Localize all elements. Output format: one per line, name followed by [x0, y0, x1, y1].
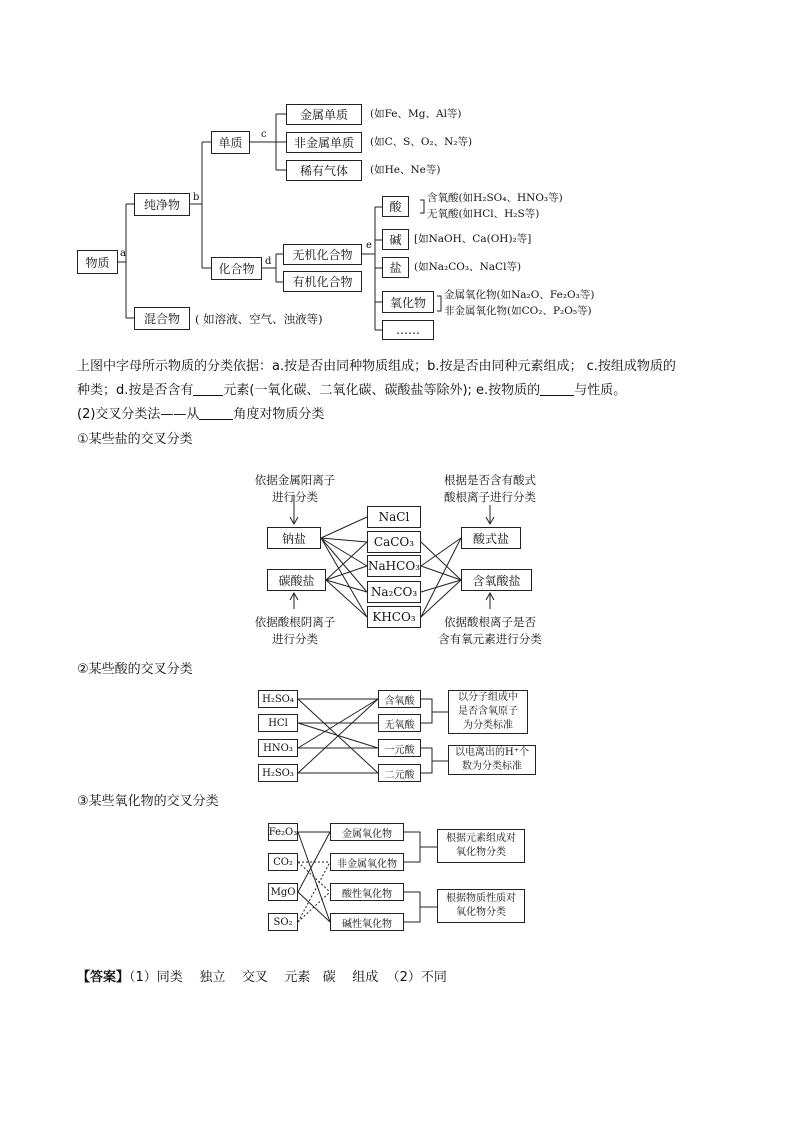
element-box: 单质	[211, 131, 250, 154]
caption-line: 依据酸根阴离子	[254, 615, 336, 629]
note-line: 以分子组成中	[458, 692, 518, 703]
nacl-box: NaCl	[367, 506, 421, 528]
subheading-acid: ②某些酸的交叉分类	[77, 662, 193, 677]
fe2o3-box: Fe₂O₃	[268, 823, 298, 841]
metal-element-box: 金属单质	[286, 104, 362, 125]
ellipsis-box: ……	[382, 320, 434, 340]
root-box: 物质	[77, 250, 118, 274]
acid-box: 酸	[382, 196, 409, 217]
text-line-2-part-b: 元素(一氧化碳、二氧化碳、碳酸盐等除外); e.按物质的	[223, 383, 541, 398]
label-b: b	[193, 192, 200, 203]
caption-line: 根据是否含有酸式	[444, 473, 536, 487]
caption-line: 进行分类	[272, 632, 318, 646]
inorganic-compound-box: 无机化合物	[283, 244, 362, 265]
so2-box: SO₂	[268, 913, 298, 931]
acid-note-1: 含氧酸(如H₂SO₄、HNO₃等)	[427, 192, 563, 204]
caption-line: 进行分类	[272, 490, 318, 504]
noble-gas-box: 稀有气体	[286, 160, 362, 181]
oxide-note-2: 非金属氧化物(如CO₂、P₂O₅等)	[444, 305, 592, 317]
acid-salt-box: 酸式盐	[461, 527, 521, 549]
nahco3-box: NaHCO₃	[367, 555, 421, 577]
monoprotic-acid-box: 一元酸	[378, 739, 421, 757]
h2so4-box: H₂SO₄	[258, 690, 298, 708]
label-e: e	[366, 240, 372, 251]
base-box: 碱	[382, 229, 409, 250]
mixture-box: 混合物	[134, 307, 190, 330]
nonmetal-element-note: (如C、S、O₂、N₂等)	[370, 136, 473, 148]
organic-compound-box: 有机化合物	[283, 271, 362, 292]
text-line-2-part-a: 种类；d.按是否含有	[77, 383, 194, 398]
metal-element-note: (如Fe、Mg、Al等)	[370, 108, 462, 120]
note-line: 为分类标准	[463, 720, 513, 731]
acid-note-2: 无氧酸(如HCl、H₂S等)	[427, 208, 540, 220]
caption-line: 依据金属阳离子	[254, 473, 336, 487]
khco3-box: KHCO₃	[367, 606, 421, 628]
text-line-3-part-b: 角度对物质分类	[233, 407, 325, 422]
na2co3-box: Na₂CO₃	[367, 581, 421, 603]
subheading-salt: ①某些盐的交叉分类	[77, 432, 193, 447]
answer-label: 【答案】	[77, 970, 130, 985]
h2so3-box: H₂SO₃	[258, 764, 298, 782]
note-line: 根据元素组成对	[446, 833, 516, 844]
diprotic-acid-box: 二元酸	[378, 764, 421, 782]
note-line: 根据物质性质对	[446, 893, 516, 904]
oxide-box: 氧化物	[382, 291, 434, 313]
caption-line: 含有氧元素进行分类	[438, 632, 542, 646]
label-d: d	[265, 256, 272, 267]
note-line: 以电离出的H⁺个	[455, 747, 529, 758]
answer-line	[77, 966, 447, 985]
mixture-note: ( 如溶液、空气、浊液等)	[195, 312, 323, 326]
note-line: 是否含氧原子	[458, 706, 518, 717]
base-note: [如NaOH、Ca(OH)₂等]	[414, 233, 532, 245]
nonmetal-element-box: 非金属单质	[286, 132, 362, 153]
oxide-note-composition	[437, 829, 525, 863]
subheading-oxide: ③某些氧化物的交叉分类	[77, 794, 219, 809]
text-line-1: 上图中字母所示物质的分类依据：a.按是否由同种物质组成；b.按是否由同种元素组成； c.按组成物质的	[77, 359, 676, 374]
text-line-2-part-c: 与性质。	[574, 383, 627, 398]
carbonate-box: 碳酸盐	[267, 569, 326, 591]
mgo-box: MgO	[268, 883, 298, 901]
oxyacid-salt-box: 含氧酸盐	[461, 569, 532, 591]
answer-content: （1）同类 独立 交叉 元素 碳 组成 （2）不同	[129, 970, 447, 985]
oxide-note-property	[437, 889, 525, 923]
text-line-3-part-a: (2)交叉分类法——从	[77, 407, 200, 422]
hno3-box: HNO₃	[258, 739, 298, 757]
salt-note: (如Na₂CO₃、NaCl等)	[414, 261, 522, 273]
anoxyacid-box: 无氧酸	[378, 714, 421, 732]
metal-oxide-box: 金属氧化物	[330, 823, 404, 841]
oxyacid-box: 含氧酸	[378, 690, 421, 708]
sodium-salt-box: 钠盐	[267, 527, 321, 549]
label-c: c	[261, 129, 267, 140]
noble-gas-note: (如He、Ne等)	[370, 164, 441, 176]
caco3-box: CaCO₃	[367, 531, 421, 553]
nonmetal-oxide-box: 非金属氧化物	[330, 853, 404, 871]
note-line: 氧化物分类	[456, 907, 506, 918]
label-a: a	[120, 248, 126, 259]
caption-line: 依据酸根离子是否	[444, 615, 536, 629]
note-line: 数为分类标准	[462, 761, 522, 772]
co2-box: CO₂	[268, 853, 298, 871]
oxide-note-1: 金属氧化物(如Na₂O、Fe₂O₃等)	[444, 289, 595, 301]
acidic-oxide-box: 酸性氧化物	[330, 883, 404, 901]
caption-line: 酸根离子进行分类	[444, 490, 536, 504]
hcl-box: HCl	[258, 714, 298, 732]
compound-box: 化合物	[211, 257, 262, 280]
note-line: 氧化物分类	[456, 847, 506, 858]
salt-box: 盐	[382, 257, 409, 278]
basic-oxide-box: 碱性氧化物	[330, 913, 404, 931]
pure-substance-box: 纯净物	[134, 193, 190, 216]
